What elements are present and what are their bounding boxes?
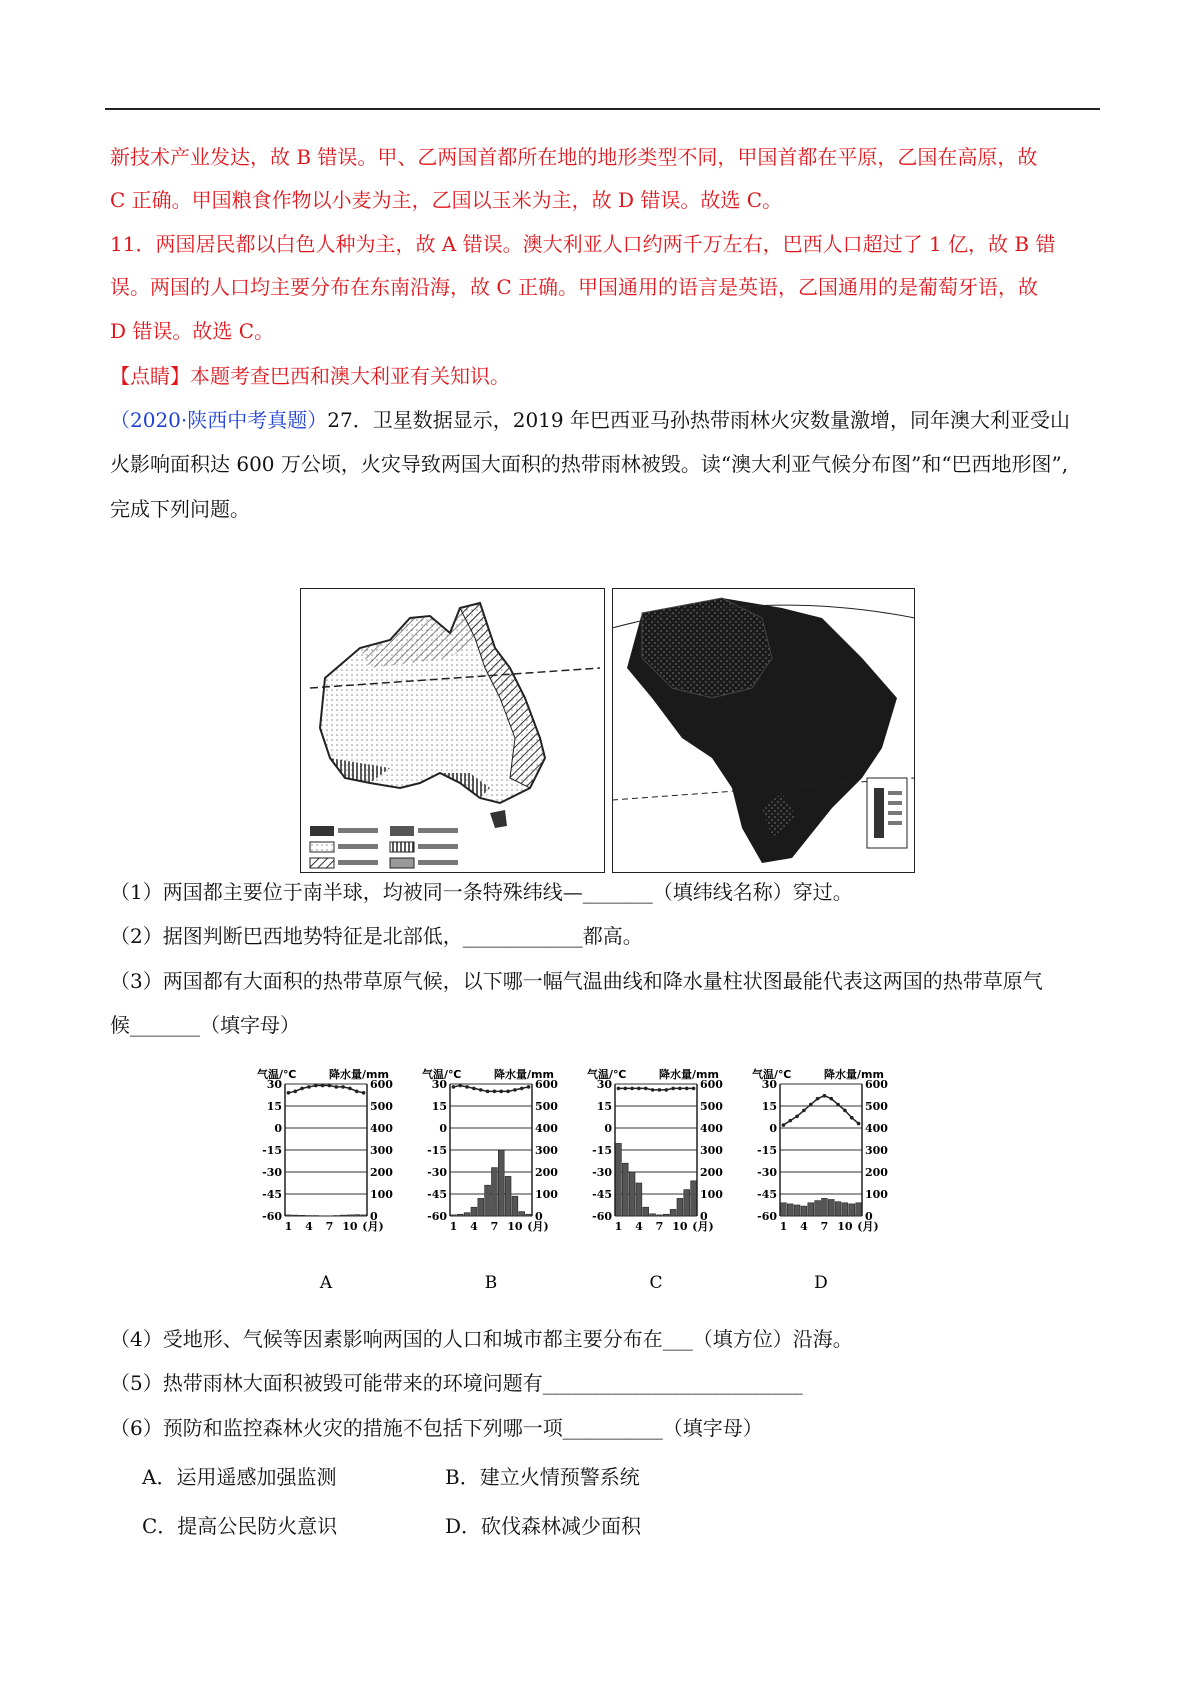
- temp-point: [637, 1087, 641, 1091]
- precip-bar: [828, 1200, 834, 1217]
- temp-point: [630, 1087, 634, 1091]
- temp-tick-label: -60: [757, 1210, 777, 1223]
- temp-point: [506, 1090, 510, 1094]
- precip-bar: [340, 1215, 346, 1216]
- precip-bar: [526, 1214, 532, 1216]
- temp-point: [314, 1084, 318, 1088]
- climate-chart-b: [420, 1068, 585, 1298]
- temp-curve: [783, 1096, 858, 1125]
- question-4: （4）受地形、气候等因素影响两国的人口和城市都主要分布在___（填方位）沿海。: [110, 1327, 853, 1351]
- precip-tick-label: 500: [865, 1100, 888, 1113]
- precip-tick-label: 300: [700, 1144, 723, 1157]
- temp-point: [623, 1087, 627, 1091]
- temp-axis-label: 气温/℃: [422, 1068, 462, 1081]
- question-source: （2020·陕西中考真题）: [110, 408, 328, 432]
- precip-bar: [485, 1185, 491, 1216]
- answer-line: 误。两国的人口均主要分布在东南沿海，故 C 正确。甲国通用的语言是英语，乙国通用的是葡萄牙语，故: [110, 275, 1039, 299]
- precip-tick-label: 300: [370, 1144, 393, 1157]
- precip-tick-label: 100: [535, 1188, 558, 1201]
- temp-tick-label: 15: [431, 1100, 447, 1113]
- temp-point: [493, 1090, 497, 1094]
- precip-bar: [471, 1207, 477, 1216]
- precip-tick-label: 400: [535, 1122, 558, 1135]
- temp-point: [465, 1085, 469, 1089]
- temp-point: [499, 1090, 503, 1094]
- temp-curve: [618, 1088, 693, 1089]
- temp-point: [348, 1087, 352, 1091]
- month-tick-label: (月): [527, 1220, 549, 1233]
- precip-bar: [781, 1203, 787, 1216]
- month-tick-label: 7: [490, 1220, 499, 1233]
- temp-point: [486, 1090, 490, 1094]
- precip-bar: [464, 1213, 470, 1216]
- precip-tick-label: 200: [370, 1166, 393, 1179]
- question-3-line1: （3）两国都有大面积的热带草原气候，以下哪一幅气温曲线和降水量柱状图最能代表这两国的热带草原气: [110, 969, 1043, 993]
- temp-point: [458, 1084, 462, 1088]
- temp-point: [651, 1088, 655, 1092]
- answer-line: 新技术产业发达，故 B 错误。甲、乙两国首都所在地的地形类型不同，甲国首都在平原，乙国在高原，故: [110, 145, 1038, 169]
- precip-bar: [808, 1203, 814, 1216]
- temp-tick-label: 0: [769, 1122, 777, 1135]
- temp-tick-label: -30: [427, 1166, 447, 1179]
- precip-bar: [512, 1196, 518, 1216]
- precip-tick-label: 400: [370, 1122, 393, 1135]
- temp-tick-label: -60: [262, 1210, 282, 1223]
- temp-point: [513, 1088, 517, 1092]
- question-3-line2: 候_______（填字母）: [110, 1013, 300, 1037]
- precip-bar: [498, 1150, 504, 1216]
- temp-tick-label: 30: [596, 1078, 612, 1091]
- chart-letter-label: C: [649, 1273, 663, 1293]
- temp-point: [836, 1103, 840, 1107]
- temp-tick-label: -30: [757, 1166, 777, 1179]
- temp-tick-label: -45: [262, 1188, 282, 1201]
- month-tick-label: 10: [837, 1220, 853, 1233]
- precip-bar: [801, 1206, 807, 1216]
- temp-axis-label: 气温/℃: [752, 1068, 792, 1081]
- temp-point: [788, 1119, 792, 1123]
- temp-point: [527, 1085, 531, 1089]
- precip-bar: [629, 1172, 635, 1216]
- climate-chart-d: [750, 1068, 915, 1298]
- precip-bar: [787, 1204, 793, 1216]
- temp-tick-label: -15: [427, 1144, 447, 1157]
- temp-tick-label: 30: [266, 1078, 282, 1091]
- precip-tick-label: 0: [700, 1210, 708, 1223]
- climate-chart-a: [255, 1068, 420, 1298]
- precip-tick-label: 100: [865, 1188, 888, 1201]
- precip-bar: [663, 1214, 669, 1216]
- temp-tick-label: -15: [262, 1144, 282, 1157]
- temp-point: [692, 1087, 696, 1091]
- question-stem: [110, 406, 1070, 434]
- precip-axis-label: 降水量/mm: [494, 1068, 554, 1081]
- precip-bar: [657, 1215, 663, 1216]
- answer-line: 11．两国居民都以白色人种为主，故 A 错误。澳大利亚人口约两千万左右，巴西人口超过了 1 亿，故 B 错: [110, 232, 1056, 256]
- precip-tick-label: 500: [370, 1100, 393, 1113]
- temp-point: [328, 1084, 332, 1088]
- temp-tick-label: -45: [592, 1188, 612, 1201]
- precip-bar: [849, 1204, 855, 1216]
- temp-axis-label: 气温/℃: [257, 1068, 297, 1081]
- month-tick-label: (月): [857, 1220, 879, 1233]
- precip-bar: [670, 1209, 676, 1216]
- precip-tick-label: 0: [370, 1210, 378, 1223]
- precip-bar: [622, 1163, 628, 1216]
- temp-point: [300, 1087, 304, 1091]
- month-tick-label: 1: [284, 1220, 293, 1233]
- temp-tick-label: 0: [274, 1122, 282, 1135]
- precip-bar: [347, 1215, 353, 1216]
- precip-bar: [815, 1201, 821, 1216]
- precip-tick-label: 600: [865, 1078, 888, 1091]
- month-tick-label: (月): [362, 1220, 384, 1233]
- option-d: D．砍伐森林减少面积: [445, 1514, 642, 1538]
- option-a: A．运用遥感加强监测: [142, 1465, 337, 1489]
- temp-tick-label: -15: [757, 1144, 777, 1157]
- header-rule: [105, 108, 1100, 110]
- temp-tick-label: -60: [427, 1210, 447, 1223]
- precip-bar: [505, 1176, 511, 1216]
- month-tick-label: 7: [655, 1220, 664, 1233]
- temp-tick-label: 0: [604, 1122, 612, 1135]
- temp-point: [829, 1097, 833, 1101]
- precip-tick-label: 0: [535, 1210, 543, 1223]
- temp-point: [321, 1084, 325, 1088]
- precip-tick-label: 300: [535, 1144, 558, 1157]
- precip-bar: [842, 1203, 848, 1216]
- temp-point: [664, 1088, 668, 1092]
- precip-tick-label: 400: [700, 1122, 723, 1135]
- temp-point: [293, 1090, 297, 1094]
- temp-tick-label: -60: [592, 1210, 612, 1223]
- precip-bar: [299, 1215, 305, 1216]
- answer-line: C 正确。甲国粮食作物以小麦为主，乙国以玉米为主，故 D 错误。故选 C。: [110, 188, 783, 212]
- precip-tick-label: 200: [535, 1166, 558, 1179]
- chart-letter-label: B: [484, 1273, 498, 1293]
- precip-bar: [616, 1143, 622, 1216]
- month-tick-label: 10: [342, 1220, 358, 1233]
- precip-bar: [478, 1198, 484, 1216]
- question-1: （1）两国都主要位于南半球，均被同一条特殊纬线—_______（填纬线名称）穿过。: [110, 880, 853, 904]
- precip-axis-label: 降水量/mm: [659, 1068, 719, 1081]
- month-tick-label: 7: [820, 1220, 829, 1233]
- precip-tick-label: 500: [535, 1100, 558, 1113]
- temp-point: [644, 1087, 648, 1091]
- temp-point: [843, 1109, 847, 1113]
- precip-bar: [519, 1212, 525, 1216]
- temp-point: [452, 1085, 456, 1089]
- temp-tick-label: -30: [592, 1166, 612, 1179]
- temp-point: [782, 1123, 786, 1127]
- temp-tick-label: -45: [427, 1188, 447, 1201]
- temp-point: [287, 1091, 291, 1095]
- precip-tick-label: 200: [865, 1166, 888, 1179]
- month-tick-label: 4: [800, 1220, 808, 1233]
- question-stem-text: 27．卫星数据显示，2019 年巴西亚马孙热带雨林火灾数量激增，同年澳大利亚受山: [327, 408, 1070, 432]
- question-stem-line: 完成下列问题。: [110, 497, 250, 521]
- month-tick-label: 7: [325, 1220, 334, 1233]
- precip-bar: [457, 1214, 463, 1216]
- precip-bar: [856, 1203, 862, 1216]
- temp-axis-label: 气温/℃: [587, 1068, 627, 1081]
- precip-bar: [636, 1183, 642, 1216]
- temp-curve: [453, 1085, 528, 1091]
- temp-tick-label: 15: [596, 1100, 612, 1113]
- temp-tick-label: -15: [592, 1144, 612, 1157]
- precip-bar: [677, 1198, 683, 1216]
- precip-tick-label: 600: [535, 1078, 558, 1091]
- precip-bar: [451, 1215, 457, 1216]
- month-tick-label: 10: [672, 1220, 688, 1233]
- temp-tick-label: 15: [761, 1100, 777, 1113]
- temp-point: [341, 1085, 345, 1089]
- precip-bar: [794, 1205, 800, 1216]
- temp-point: [355, 1090, 359, 1094]
- temp-point: [802, 1109, 806, 1113]
- question-2: （2）据图判断巴西地势特征是北部低，____________都高。: [110, 924, 643, 948]
- precip-bar: [822, 1198, 828, 1216]
- precip-tick-label: 300: [865, 1144, 888, 1157]
- temp-point: [617, 1087, 621, 1091]
- temp-point: [658, 1088, 662, 1092]
- precip-bar: [354, 1215, 360, 1216]
- temp-point: [823, 1094, 827, 1098]
- dianjing-line: 【点睛】本题考查巴西和澳大利亚有关知识。: [110, 364, 510, 388]
- climate-chart-c: [585, 1068, 750, 1298]
- temp-tick-label: -45: [757, 1188, 777, 1201]
- month-tick-label: 1: [779, 1220, 788, 1233]
- temp-point: [362, 1091, 366, 1095]
- australia-climate-map: [300, 588, 605, 873]
- temp-point: [479, 1088, 483, 1092]
- month-tick-label: 10: [507, 1220, 523, 1233]
- temp-tick-label: 15: [266, 1100, 282, 1113]
- precip-bar: [492, 1168, 498, 1216]
- temp-curve: [288, 1085, 363, 1092]
- temp-point: [816, 1097, 820, 1101]
- precip-bar: [292, 1215, 298, 1216]
- question-6: （6）预防和监控森林火灾的措施不包括下列哪一项__________（填字母）: [110, 1416, 763, 1440]
- option-c: C．提高公民防火意识: [142, 1514, 338, 1538]
- temp-tick-label: -30: [262, 1166, 282, 1179]
- option-b: B．建立火情预警系统: [445, 1465, 640, 1489]
- temp-point: [809, 1103, 813, 1107]
- precip-tick-label: 500: [700, 1100, 723, 1113]
- temp-tick-label: 30: [431, 1078, 447, 1091]
- precip-tick-label: 200: [700, 1166, 723, 1179]
- temp-point: [850, 1116, 854, 1120]
- brazil-terrain-map: [612, 588, 915, 873]
- chart-letter-label: A: [319, 1273, 333, 1293]
- precip-bar: [361, 1215, 367, 1216]
- month-tick-label: 1: [614, 1220, 623, 1233]
- temp-point: [685, 1087, 689, 1091]
- precip-axis-label: 降水量/mm: [824, 1068, 884, 1081]
- precip-tick-label: 0: [865, 1210, 873, 1223]
- precip-tick-label: 400: [865, 1122, 888, 1135]
- precip-bar: [684, 1190, 690, 1216]
- precip-bar: [286, 1215, 292, 1216]
- month-tick-label: 4: [470, 1220, 478, 1233]
- precip-tick-label: 600: [700, 1078, 723, 1091]
- month-tick-label: 4: [635, 1220, 643, 1233]
- precip-tick-label: 100: [700, 1188, 723, 1201]
- precip-tick-label: 100: [370, 1188, 393, 1201]
- question-5: （5）热带雨林大面积被毁可能带来的环境问题有__________________________: [110, 1371, 803, 1395]
- precip-bar: [835, 1202, 841, 1216]
- temp-point: [857, 1122, 861, 1126]
- temp-point: [472, 1087, 476, 1091]
- temp-point: [678, 1087, 682, 1091]
- temp-point: [520, 1087, 524, 1091]
- temp-point: [795, 1114, 799, 1118]
- temp-point: [307, 1085, 311, 1089]
- temp-point: [334, 1085, 338, 1089]
- chart-letter-label: D: [814, 1273, 828, 1293]
- month-tick-label: 4: [305, 1220, 313, 1233]
- temp-tick-label: 30: [761, 1078, 777, 1091]
- question-stem-line: 火影响面积达 600 万公顷，火灾导致两国大面积的热带雨林被毁。读“澳大利亚气候分布图”和“巴西地形图”,: [110, 452, 1069, 476]
- answer-line: D 错误。故选 C。: [110, 319, 275, 343]
- precip-tick-label: 600: [370, 1078, 393, 1091]
- precip-bar: [650, 1214, 656, 1216]
- climate-charts: [255, 1068, 915, 1298]
- temp-tick-label: 0: [439, 1122, 447, 1135]
- month-tick-label: 1: [449, 1220, 458, 1233]
- temp-point: [671, 1087, 675, 1091]
- precip-axis-label: 降水量/mm: [329, 1068, 389, 1081]
- month-tick-label: (月): [692, 1220, 714, 1233]
- precip-bar: [643, 1207, 649, 1216]
- precip-bar: [691, 1181, 697, 1216]
